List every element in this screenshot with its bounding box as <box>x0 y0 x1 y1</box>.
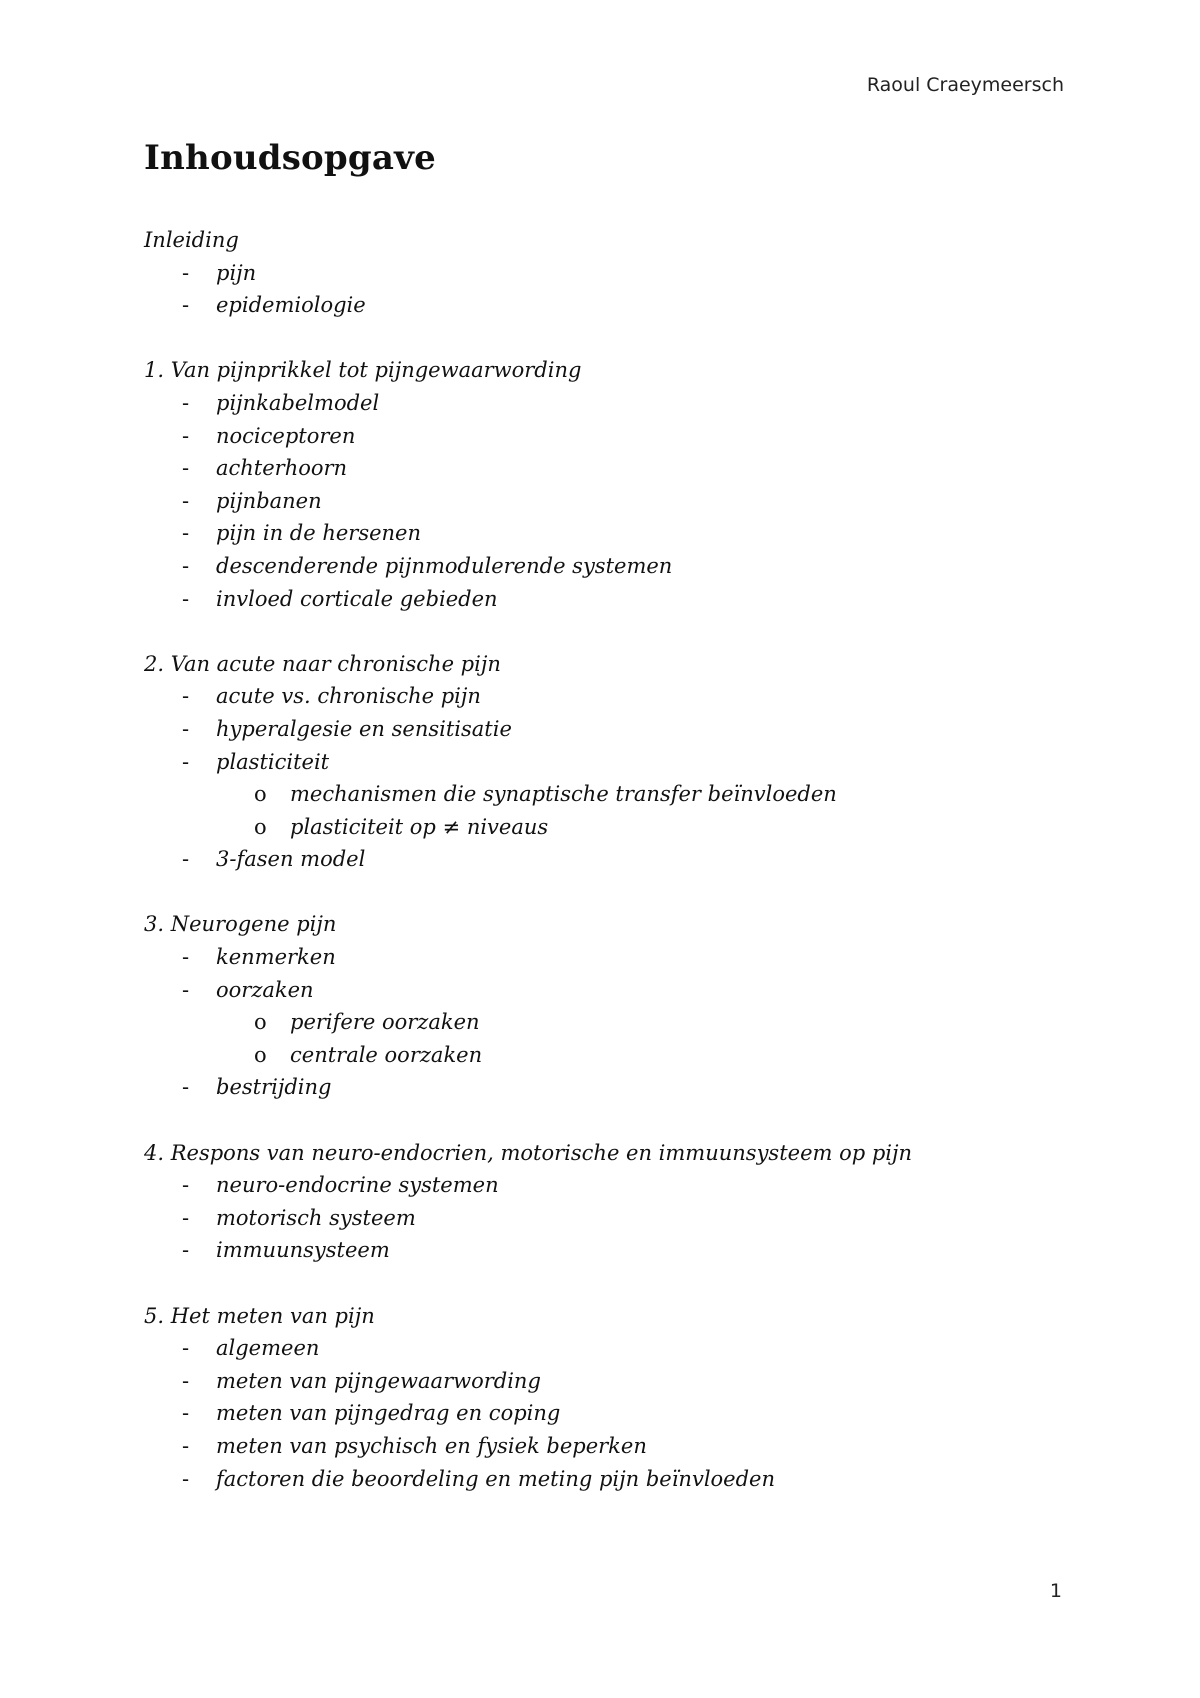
toc-item-label: pijn in de hersenen <box>216 521 422 546</box>
toc-section-title: 3. Neurogene pijn <box>144 912 337 937</box>
toc-item <box>144 1463 1064 1496</box>
dash-bullet-icon: - <box>182 390 190 415</box>
table-of-contents <box>144 224 1064 1528</box>
dash-bullet-icon: - <box>182 586 190 611</box>
toc-item <box>144 517 1064 550</box>
toc-subitem-label: centrale oorzaken <box>290 1042 483 1067</box>
toc-item-label: meten van pijngewaarwording <box>216 1368 541 1393</box>
toc-item <box>144 420 1064 453</box>
toc-section <box>144 648 1064 876</box>
toc-item <box>144 713 1064 746</box>
dash-bullet-icon: - <box>182 423 190 448</box>
dash-bullet-icon: - <box>182 1401 190 1426</box>
toc-section-title: 5. Het meten van pijn <box>144 1303 375 1328</box>
toc-item <box>144 941 1064 974</box>
toc-item-label: invloed corticale gebieden <box>216 586 498 611</box>
circle-bullet-icon: o <box>254 1010 267 1035</box>
toc-item-label: acute vs. chronische pijn <box>216 684 481 709</box>
toc-subitem-label: plasticiteit op ≠ niveaus <box>290 814 549 839</box>
toc-item-label: immuunsysteem <box>216 1238 390 1263</box>
toc-item-label: epidemiologie <box>216 293 366 318</box>
dash-bullet-icon: - <box>182 1466 190 1491</box>
dash-bullet-icon: - <box>182 1433 190 1458</box>
toc-item-label: motorisch systeem <box>216 1205 416 1230</box>
toc-section <box>144 224 1064 322</box>
toc-item-label: bestrijding <box>216 1075 332 1100</box>
toc-section <box>144 1300 1064 1496</box>
toc-subitem <box>144 1006 1064 1039</box>
toc-item <box>144 1169 1064 1202</box>
dash-bullet-icon: - <box>182 293 190 318</box>
toc-item <box>144 289 1064 322</box>
dash-bullet-icon: - <box>182 260 190 285</box>
toc-item-label: hyperalgesie en sensitisatie <box>216 716 512 741</box>
toc-item <box>144 583 1064 616</box>
dash-bullet-icon: - <box>182 456 190 481</box>
toc-item <box>144 1202 1064 1235</box>
toc-item <box>144 680 1064 713</box>
toc-section <box>144 1137 1064 1267</box>
page-number: 1 <box>1049 1580 1062 1602</box>
dash-bullet-icon: - <box>182 945 190 970</box>
toc-item-label: pijnbanen <box>216 488 322 513</box>
circle-bullet-icon: o <box>254 782 267 807</box>
toc-item-label: nociceptoren <box>216 423 356 448</box>
toc-item <box>144 974 1064 1007</box>
toc-item <box>144 1234 1064 1267</box>
toc-subitem-label: mechanismen die synaptische transfer beïnvloeden <box>290 782 837 807</box>
toc-subitem <box>144 778 1064 811</box>
dash-bullet-icon: - <box>182 1368 190 1393</box>
toc-item <box>144 452 1064 485</box>
toc-section-title: 2. Van acute naar chronische pijn <box>144 651 501 676</box>
toc-item-label: oorzaken <box>216 977 314 1002</box>
toc-item-label: meten van pijngedrag en coping <box>216 1401 561 1426</box>
dash-bullet-icon: - <box>182 1173 190 1198</box>
toc-item-label: meten van psychisch en fysiek beperken <box>216 1433 647 1458</box>
dash-bullet-icon: - <box>182 488 190 513</box>
toc-item-label: descenderende pijnmodulerende systemen <box>216 553 673 578</box>
toc-section-title: 4. Respons van neuro-endocrien, motorische en immuunsysteem op pijn <box>144 1140 913 1165</box>
dash-bullet-icon: - <box>182 521 190 546</box>
dash-bullet-icon: - <box>182 684 190 709</box>
toc-section <box>144 354 1064 615</box>
dash-bullet-icon: - <box>182 1336 190 1361</box>
toc-section <box>144 908 1064 1104</box>
toc-subitem-label: perifere oorzaken <box>290 1010 480 1035</box>
dash-bullet-icon: - <box>182 847 190 872</box>
toc-item <box>144 550 1064 583</box>
dash-bullet-icon: - <box>182 716 190 741</box>
dash-bullet-icon: - <box>182 1205 190 1230</box>
circle-bullet-icon: o <box>254 1042 267 1067</box>
toc-item-label: kenmerken <box>216 945 336 970</box>
toc-item <box>144 387 1064 420</box>
toc-item <box>144 746 1064 779</box>
toc-item <box>144 257 1064 290</box>
toc-item <box>144 1365 1064 1398</box>
toc-item-label: pijnkabelmodel <box>216 390 380 415</box>
toc-section-title: 1. Van pijnprikkel tot pijngewaarwording <box>144 358 582 383</box>
toc-item-label: 3-fasen model <box>216 847 366 872</box>
dash-bullet-icon: - <box>182 749 190 774</box>
dash-bullet-icon: - <box>182 1238 190 1263</box>
circle-bullet-icon: o <box>254 814 267 839</box>
toc-item <box>144 843 1064 876</box>
toc-item-label: neuro-endocrine systemen <box>216 1173 499 1198</box>
toc-item <box>144 1332 1064 1365</box>
toc-item-label: achterhoorn <box>216 456 348 481</box>
dash-bullet-icon: - <box>182 1075 190 1100</box>
dash-bullet-icon: - <box>182 977 190 1002</box>
toc-item-label: algemeen <box>216 1336 320 1361</box>
page-title: Inhoudsopgave <box>144 138 436 178</box>
toc-item <box>144 1430 1064 1463</box>
page-header-author: Raoul Craeymeersch <box>866 74 1064 96</box>
toc-item-label: plasticiteit <box>216 749 330 774</box>
toc-item <box>144 485 1064 518</box>
toc-section-title: Inleiding <box>144 228 239 252</box>
toc-item-label: pijn <box>216 260 257 285</box>
toc-item <box>144 1397 1064 1430</box>
toc-subitem <box>144 811 1064 844</box>
toc-item <box>144 1071 1064 1104</box>
dash-bullet-icon: - <box>182 553 190 578</box>
toc-item-label: factoren die beoordeling en meting pijn beïnvloeden <box>216 1466 776 1491</box>
toc-subitem <box>144 1039 1064 1072</box>
